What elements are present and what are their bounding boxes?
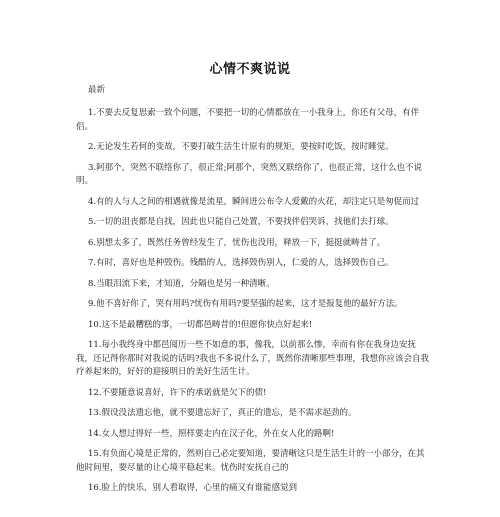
paragraph-10: 10.这不是最糟糕的事，一切都邑畴昔的!但愿你快点好起来! [88,319,313,330]
paragraph-9: 9.他不喜好你了，哭有用吗?忧伤有用吗?要坚强的起来，这才是报复他的最好方法。 [88,299,403,309]
paragraph-list [76,107,432,503]
document-subtitle: 最新 [88,85,106,95]
paragraph-16: 16.脸上的快乐，别人看取得，心里的痛又有谁能感觉到 [88,483,298,493]
paragraph-7: 7.有时，喜好也是种毁伤。残酷的人，选择毁伤别人，仁爱的人，选择毁伤自己。 [88,258,394,268]
paragraph-3: 3.阿那个，突然不联络你了，很正常;阿那个，突然又联络你了，也很正常，这什么也不说明。 [76,162,422,186]
paragraph-6: 6.别想太多了，既然任务曾经发生了，忧伤也没用，释放一下，挺挺就畴昔了。 [88,237,386,248]
paragraph-8: 8.当眼泪流下来，才知道，分隔也是另一种清晰。 [88,278,275,289]
paragraph-13: 13.假设没法遗忘他，就不要遗忘好了，真正的遗忘，是不需求起劲的。 [88,408,357,418]
paragraph-12: 12.不要随意说喜好，许下的承诺就是欠下的债! [88,387,267,398]
paragraph-5: 5.一切的沮丧都是自找，因此也只能自己处置，不要找伴侣哭诉，找他们去打球。 [88,217,394,227]
paragraph-1: 1.不要去反复思索一致个问题，不要把一切的心情都放在一小我身上，你还有父母，有伴侣。 [76,108,420,132]
paragraph-11: 11.每小我终身中都邑阅历一些不如意的事，像我，以前那么惨，幸而有你在我身边安抚我，还记得你那时对我说的话吗?我也不多说什么了，既然你清晰那些事理，我想你应该会自我疗养起来的，好好的迎接明日的美好生活生计。 [76,340,430,377]
paragraph-2: 2.无论发生若何的变故，不要打破生活生计原有的规矩，要按时吃饭，按时睡觉。 [88,142,394,152]
paragraph-15: 15.有负面心境是正常的，然则自己必定要知道，要清晰这只是生活生计的一小部分，在其他时间里，要尽量的让心境平稳起来。忧伤时安抚自己的 [76,449,425,473]
paragraph-14: 14.女人想过得好一些，照样要走内在汉子化，外在女人化的路啊! [88,428,335,439]
paragraph-4: 4.有的人与人之间的相遇就像是流星，瞬间迸公布令人爱戴的火花，却注定只是匆促而过 [88,196,420,207]
document-title: 心情不爽说说 [209,62,291,77]
